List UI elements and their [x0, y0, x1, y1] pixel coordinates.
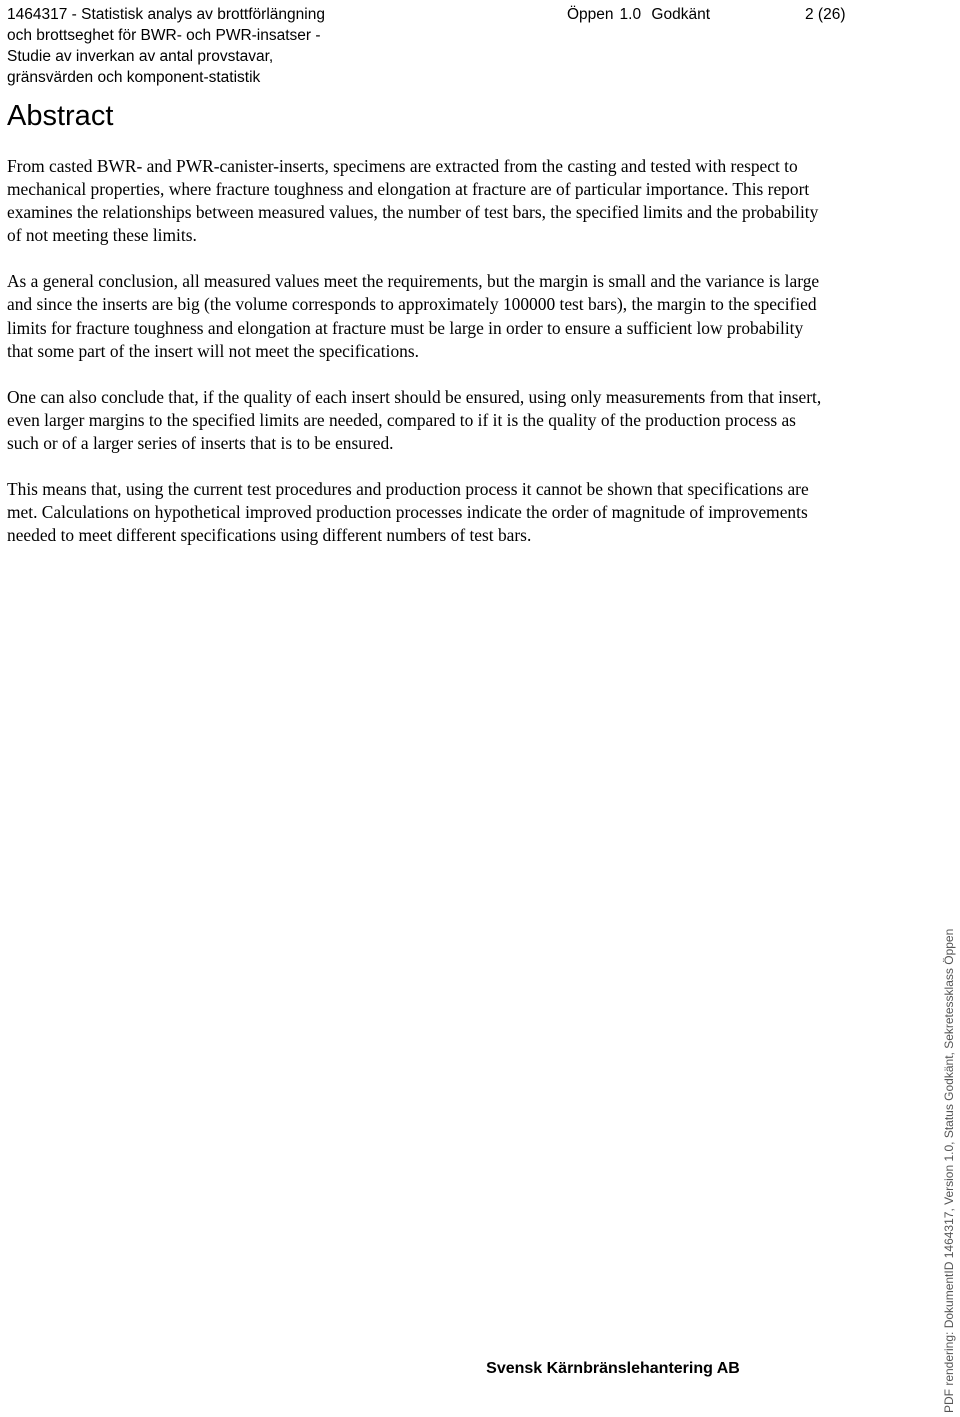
- abstract-paragraph: This means that, using the current test procedures and production process it cannot be shown that specifications are met. Calculations on hypothetical improved production processes indicate the order of magnitude of improvements needed to meet different specifications using different numbers of test bars.: [7, 479, 809, 546]
- abstract-paragraph: One can also conclude that, if the quality of each insert should be ensured, using only measurements from that insert, even larger margins to the specified limits are needed, compared to if it is the quality of the production process as such or of a larger series of inserts that is to be ensured.: [7, 386, 822, 453]
- page-header: [7, 4, 947, 84]
- document-title-line: och brottseghet för BWR- och PWR-insatser -: [7, 27, 321, 44]
- document-title-line: Studie av inverkan av antal provstavar,: [7, 48, 274, 65]
- abstract-paragraph: As a general conclusion, all measured values meet the requirements, but the margin is small and the variance is large and since the inserts are big (the volume corresponds to approximately 100000 test bars), the margin to the specified limits for fracture toughness and elongation at fracture must be large in order to ensure a sufficient low probability that some part of the insert will not meet the specifications.: [7, 271, 820, 361]
- footer-company: Svensk Kärnbränslehantering AB: [486, 1360, 740, 1377]
- abstract-body: [7, 155, 832, 570]
- document-title-line: gränsvärden och komponent-statistik: [7, 69, 261, 86]
- abstract-paragraph: From casted BWR- and PWR-canister-inserts, specimens are extracted from the casting and tested with respect to mechanical properties, where fracture toughness and elongation at fracture are of particular importance. This report examines the relationships between measured values, the number of test bars, the specified limits and the probability of not meeting these limits.: [7, 156, 819, 246]
- document-title: [7, 4, 427, 88]
- status-approved: Godkänt: [651, 6, 711, 23]
- status-open: Öppen: [567, 6, 614, 23]
- document-status: [567, 4, 716, 25]
- page-number: 2 (26): [805, 6, 846, 23]
- abstract-heading: Abstract: [7, 100, 114, 132]
- pdf-rendering-note: PDF rendering: DokumentID 1464317, Version 1.0, Status Godkänt, Sekretessklass Öppen: [942, 928, 956, 1413]
- version-number: 1.0: [619, 6, 642, 23]
- document-title-line: 1464317 - Statistisk analys av brottförlängning: [7, 6, 325, 23]
